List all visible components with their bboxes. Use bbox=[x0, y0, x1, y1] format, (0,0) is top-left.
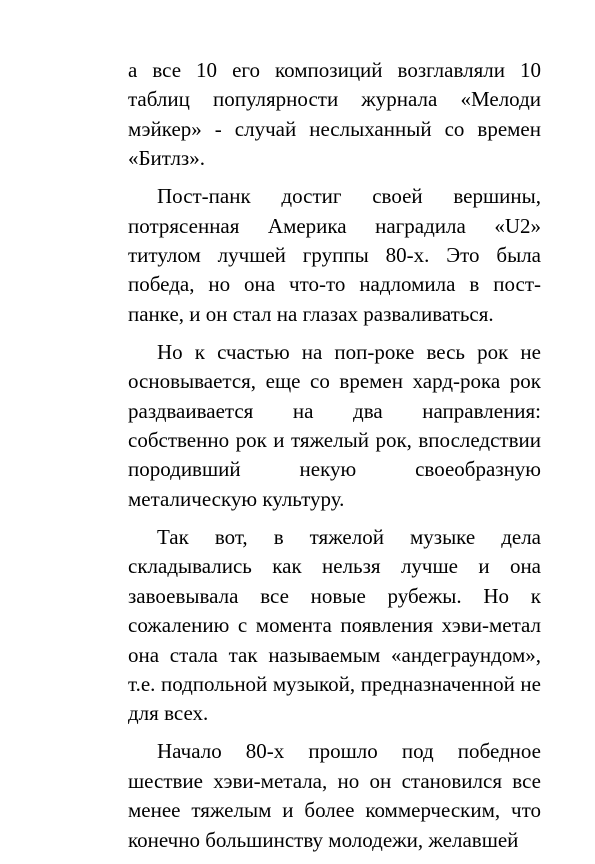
paragraph-pop-rock: Но к счастью на поп-роке весь рок не основывается, еще со времен хард-рока рок раздваивается на два направления: собственно рок и тяжелый рок, впоследствии породивший некую своеобразную металическую культуру. bbox=[128, 339, 541, 511]
body-text bbox=[128, 56, 541, 864]
paragraph-continuation: а все 10 его композиций возглавляли 10 таблиц популярности журнала «Мелоди мэйкер» - случай неслыханный со времен «Битлз». bbox=[128, 58, 541, 171]
paragraph-eighties: Начало 80-х прошло под победное шествие хэви-метала, но он становился все менее тяжелым и более коммерческим, что конечно большинству молодежи, желавшей bbox=[128, 739, 541, 852]
paragraph-heavy-music: Так вот, в тяжелой музыке дела складывались как нельзя лучше и она завоевывала все новые рубежы. Но к сожалению с момента появления хэви-метал она стала так называемым «андеграундом», т.е. подпольной музыкой, предназначенной не для всех. bbox=[128, 524, 541, 726]
paragraph-post-punk: Пост-панк достиг своей вершины, потрясенная Америка наградила «U2» титулом лучшей группы 80-х. Это была победа, но она что-то надломила в пост-панке, и он стал на глазах разваливаться. bbox=[128, 184, 541, 326]
